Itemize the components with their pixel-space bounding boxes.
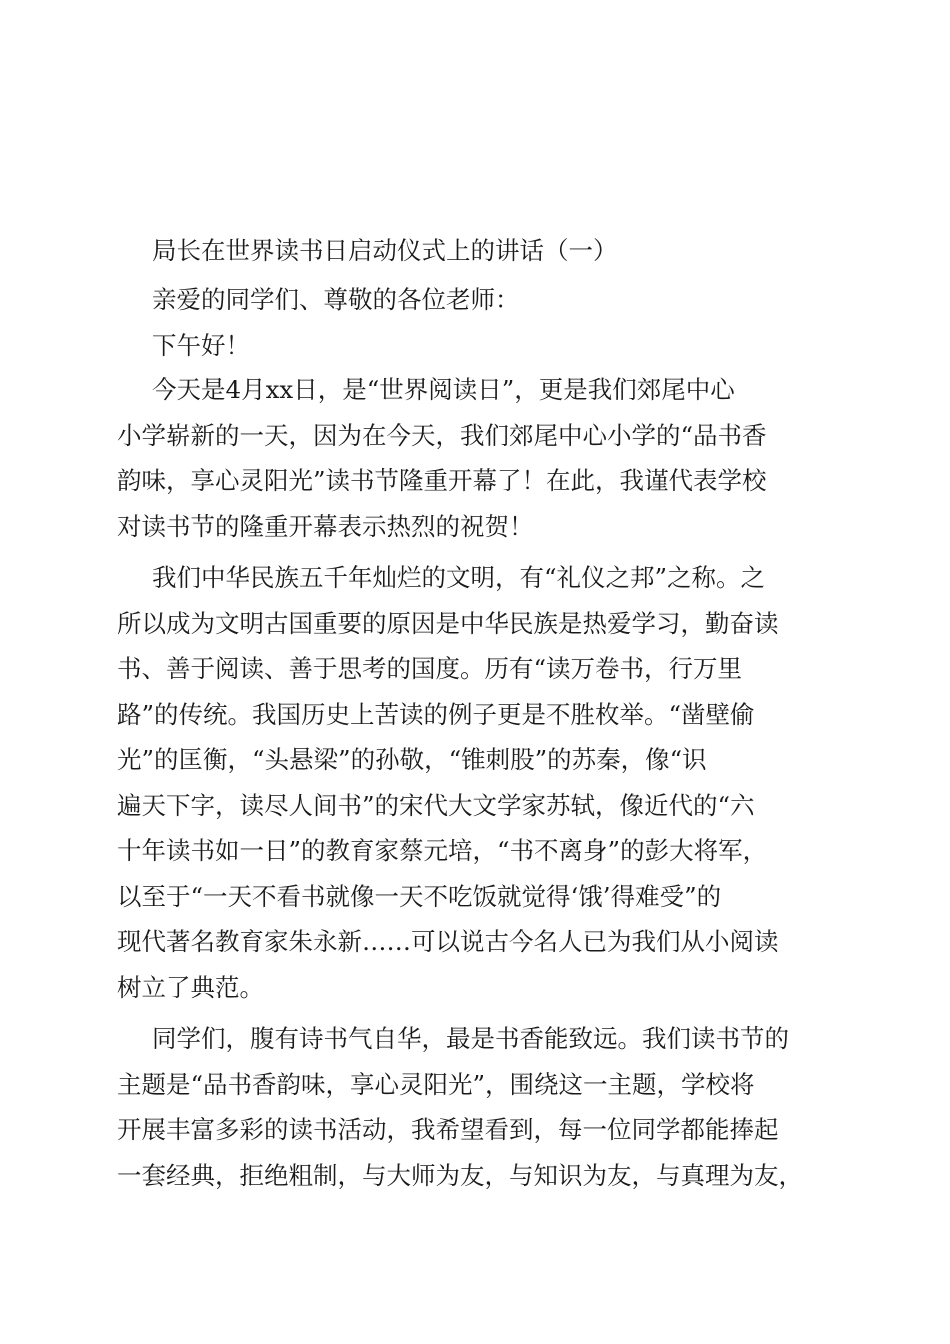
paragraph-line: 以至于“一天不看书就像一天不吃饭就觉得‘饿’得难受”的 [117,881,722,911]
paragraph-line: 书、善于阅读、善于思考的国度。历有“读万卷书，行万里 [117,654,743,683]
salutation: 亲爱的同学们、尊敬的各位老师： [152,285,520,314]
paragraph-line: 光”的匡衡，“头悬梁”的孙敬，“锥刺股”的苏秦，像“识 [117,745,707,774]
greeting: 下午好！ [152,331,250,360]
paragraph-line: 同学们，腹有诗书气自华，最是书香能致远。我们读书节的 [152,1024,789,1053]
paragraph-3 [117,1016,833,1198]
paragraph-line: 主题是“品书香韵味，享心灵阳光”，围绕这一主题，学校将 [117,1069,755,1099]
paragraph-line: 遍天下字，读尽人间书”的宋代大文学家苏轼，像近代的“六 [117,790,755,820]
paragraph-line: 韵味，享心灵阳光”读书节隆重开幕了！在此，我谨代表学校 [117,466,767,495]
paragraph-line: 今天是4月xx日，是“世界阅读日”，更是我们郊尾中心 [152,375,735,404]
paragraph-line: 一套经典，拒绝粗制，与大师为友，与知识为友，与真理为友， [117,1160,803,1190]
paragraph-line: 树立了典范。 [117,972,264,1002]
paragraph-line: 我们中华民族五千年灿烂的文明，有“礼仪之邦”之称。之 [152,563,766,592]
paragraph-line: 路”的传统。我国历史上苦读的例子更是不胜枚举。“凿壁偷 [117,699,755,729]
paragraph-2 [117,555,833,1010]
document-title: 局长在世界读书日启动仪式上的讲话（一） [152,236,618,265]
paragraph-line: 对读书节的隆重开幕表示热烈的祝贺！ [117,511,534,541]
document-page [117,226,833,1198]
paragraph-line: 开展丰富多彩的读书活动，我希望看到，每一位同学都能捧起 [117,1115,779,1144]
paragraph-line: 现代著名教育家朱永新……可以说古今名人已为我们从小阅读 [117,927,779,956]
paragraph-line: 所以成为文明古国重要的原因是中华民族是热爱学习，勤奋读 [117,608,779,638]
paragraph-line: 十年读书如一日”的教育家蔡元培，“书不离身”的彭大将军， [117,836,768,865]
paragraph-1 [117,367,833,549]
paragraph-line: 小学崭新的一天，因为在今天，我们郊尾中心小学的“品书香 [117,420,767,450]
